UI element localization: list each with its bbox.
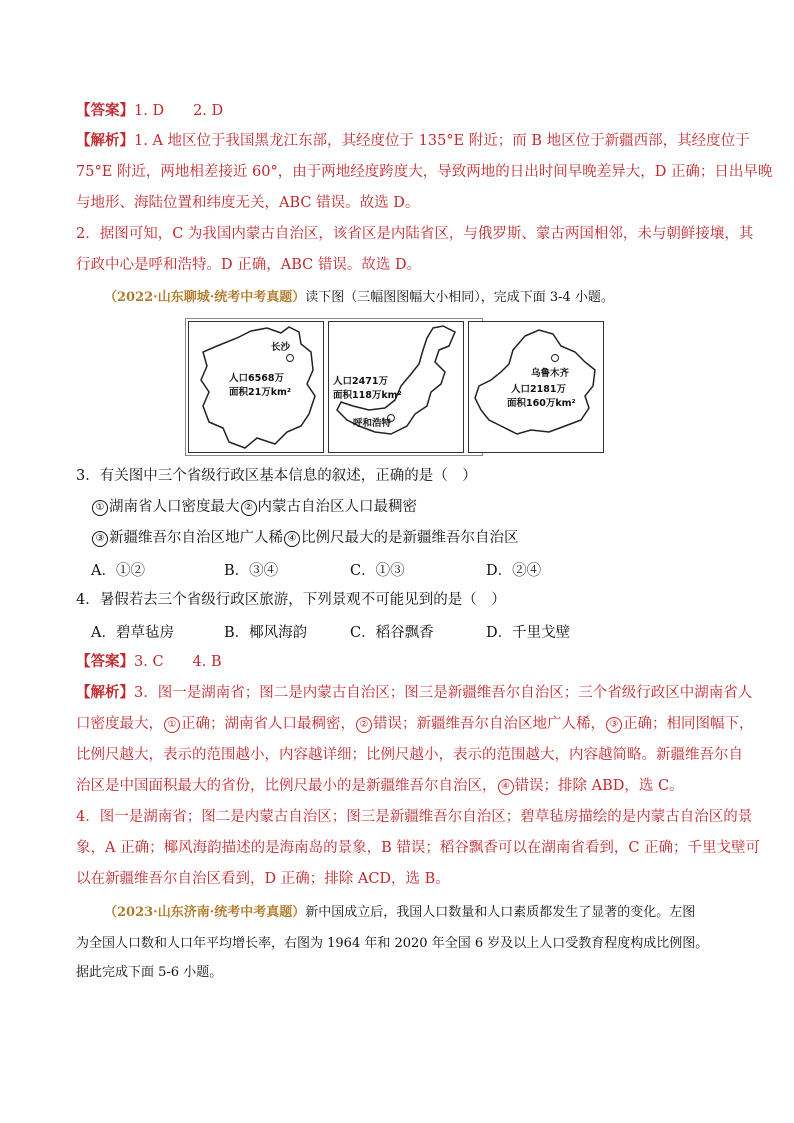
question-source: （2023·山东济南·统考中考真题） [104,905,306,920]
analysis-1-line-2: 75°E 附近，两地相差接近 60°，由于两地经度跨度大，导致两地的日出时间早晚差异大，D 正确；日出早晚 [76,164,773,180]
question-3-option-c[interactable] [350,559,405,580]
intro-text: 新中国成立后，我国人口数量和人口素质都发生了显著的变化。左图 [305,905,696,920]
analysis-text: 3．图一是湖南省；图二是内蒙古自治区；图三是新疆维吾尔自治区；三个省级行政区中湖南省人 [134,685,753,701]
option-letter: B． [224,563,250,579]
question-4-stem: 4．暑假若去三个省级行政区旅游，下列景观不可能见到的是（ ） [76,592,506,608]
analysis-2-line-7: 以在新疆维吾尔自治区看到，D 正确；排除 ACD，选 B。 [76,871,450,887]
statement-number: ② [356,717,372,733]
statement-number: ④ [284,531,300,547]
analysis-text: 正确；湖南省人口最稠密， [181,716,355,732]
analysis-text: 1. A 地区位于我国黑龙江东部，其经度位于 135°E 附近；而 B 地区位于新疆西部，其经度位于 [134,133,750,149]
analysis-label: 【解析】 [76,684,134,701]
question-5-6-intro-line-1 [104,903,754,923]
analysis-1-line-3: 与地形、海陆位置和纬度无关，ABC 错误。故选 D。 [76,195,420,211]
option-value: ①③ [375,563,405,579]
question-3-4-intro [104,288,754,308]
hunan-city-label: 长沙 [271,342,291,353]
option-letter: D． [486,563,513,579]
question-4-option-d[interactable]: D．千里戈壁 [486,625,571,641]
analysis-text: 治区是中国面积最大的省份，比例尺最小的是新疆维吾尔自治区， [76,778,497,794]
question-5-6-intro-line-2: 为全国人口数和人口年平均增长率，右图为 1964 年和 2020 年全国 6 岁及以上人口受教育程度构成比例图。 [76,936,709,951]
analysis-1-line-5: 行政中心是呼和浩特。D 正确，ABC 错误。故选 D。 [76,257,422,273]
circle-marker-icon [287,355,294,362]
analysis-text: 正确；相同图幅下， [623,716,754,732]
question-5-6-intro-line-3: 据此完成下面 5-6 小题。 [76,965,223,980]
question-3-statements-2 [91,528,741,548]
question-3-option-b[interactable] [224,559,278,580]
analysis-2-line-4 [76,776,726,796]
statement-text: 内蒙古自治区人口最稠密 [257,499,417,515]
question-3-statements-1 [91,497,741,517]
statement-number: ① [92,500,108,516]
hunan-population: 人口6568万 [229,373,284,384]
answer-label: 【答案】 [76,102,134,119]
question-3-option-a[interactable] [91,559,145,580]
analysis-1-line-4: 2．据图可知，C 为我国内蒙古自治区，该省区是内陆省区，与俄罗斯、蒙古两国相邻，未与朝鲜接壤，其 [76,226,754,242]
option-letter: A． [91,563,116,579]
statement-text: 新疆维吾尔自治区地广人稀 [109,530,283,546]
question-3-option-d[interactable] [486,559,541,580]
neimenggu-area: 面积118万km² [333,390,402,401]
analysis-label: 【解析】 [76,132,134,149]
question-3-stem: 3．有关图中三个省级行政区基本信息的叙述，正确的是（ ） [76,468,477,484]
option-value: ②④ [512,563,542,579]
analysis-1-line-1 [76,131,750,151]
xinjiang-population: 人口2181万 [511,384,566,395]
option-value: ①② [115,563,145,579]
answer-text: 1. D 2. D [134,103,224,119]
statement-number: ④ [498,779,514,795]
statement-number: ③ [606,717,622,733]
xinjiang-city-label: 乌鲁木齐 [531,368,570,379]
option-letter: C． [350,563,376,579]
analysis-text: 错误；新疆维吾尔自治区地广人稀， [373,716,605,732]
question-4-option-c[interactable]: C．稻谷飘香 [350,625,434,641]
map-hunan [188,321,324,453]
answer-2-line [76,652,726,672]
question-4-option-b[interactable]: B．椰风海韵 [224,625,308,641]
analysis-2-line-6: 象，A 正确；椰风海韵描述的是海南岛的景象，B 错误；稻谷飘香可以在湖南省看到，C 正确；千里戈壁可 [76,840,761,856]
analysis-2-line-1 [76,683,753,703]
statement-number: ② [241,500,257,516]
neimenggu-population: 人口2471万 [333,376,388,387]
xinjiang-area: 面积160万km² [507,398,576,409]
circle-marker-icon [552,355,559,362]
question-4-option-a[interactable]: A．碧草毡房 [91,625,174,641]
analysis-text: 口密度最大， [76,716,163,732]
neimenggu-city-label: 呼和浩特 [353,418,392,429]
answer-text: 3. C 4. B [134,654,222,670]
map-xinjiang [468,321,604,453]
intro-text: 读下图（三幅图图幅大小相同），完成下面 3-4 小题。 [305,290,614,305]
question-source: （2022·山东聊城·统考中考真题） [104,290,306,305]
analysis-2-line-2 [76,714,754,734]
answer-label: 【答案】 [76,653,134,670]
hunan-area: 面积21万km² [229,387,292,398]
analysis-text: 错误；排除 ABD，选 C。 [514,778,684,794]
analysis-2-line-5: 4．图一是湖南省；图二是内蒙古自治区；图三是新疆维吾尔自治区；碧草毡房描绘的是内蒙古自治区的景 [76,809,753,825]
statement-number: ③ [92,531,108,547]
option-value: ③④ [249,563,279,579]
answer-1-line [76,101,726,121]
map-neimenggu [328,321,464,453]
analysis-2-line-3: 比例尺越大，表示的范围越小，内容越详细；比例尺越小，表示的范围越大，内容越简略。新疆维吾尔自 [76,747,743,763]
statement-text: 湖南省人口密度最大 [109,499,240,515]
statement-number: ① [164,717,180,733]
statement-text: 比例尺最大的是新疆维吾尔自治区 [301,530,519,546]
